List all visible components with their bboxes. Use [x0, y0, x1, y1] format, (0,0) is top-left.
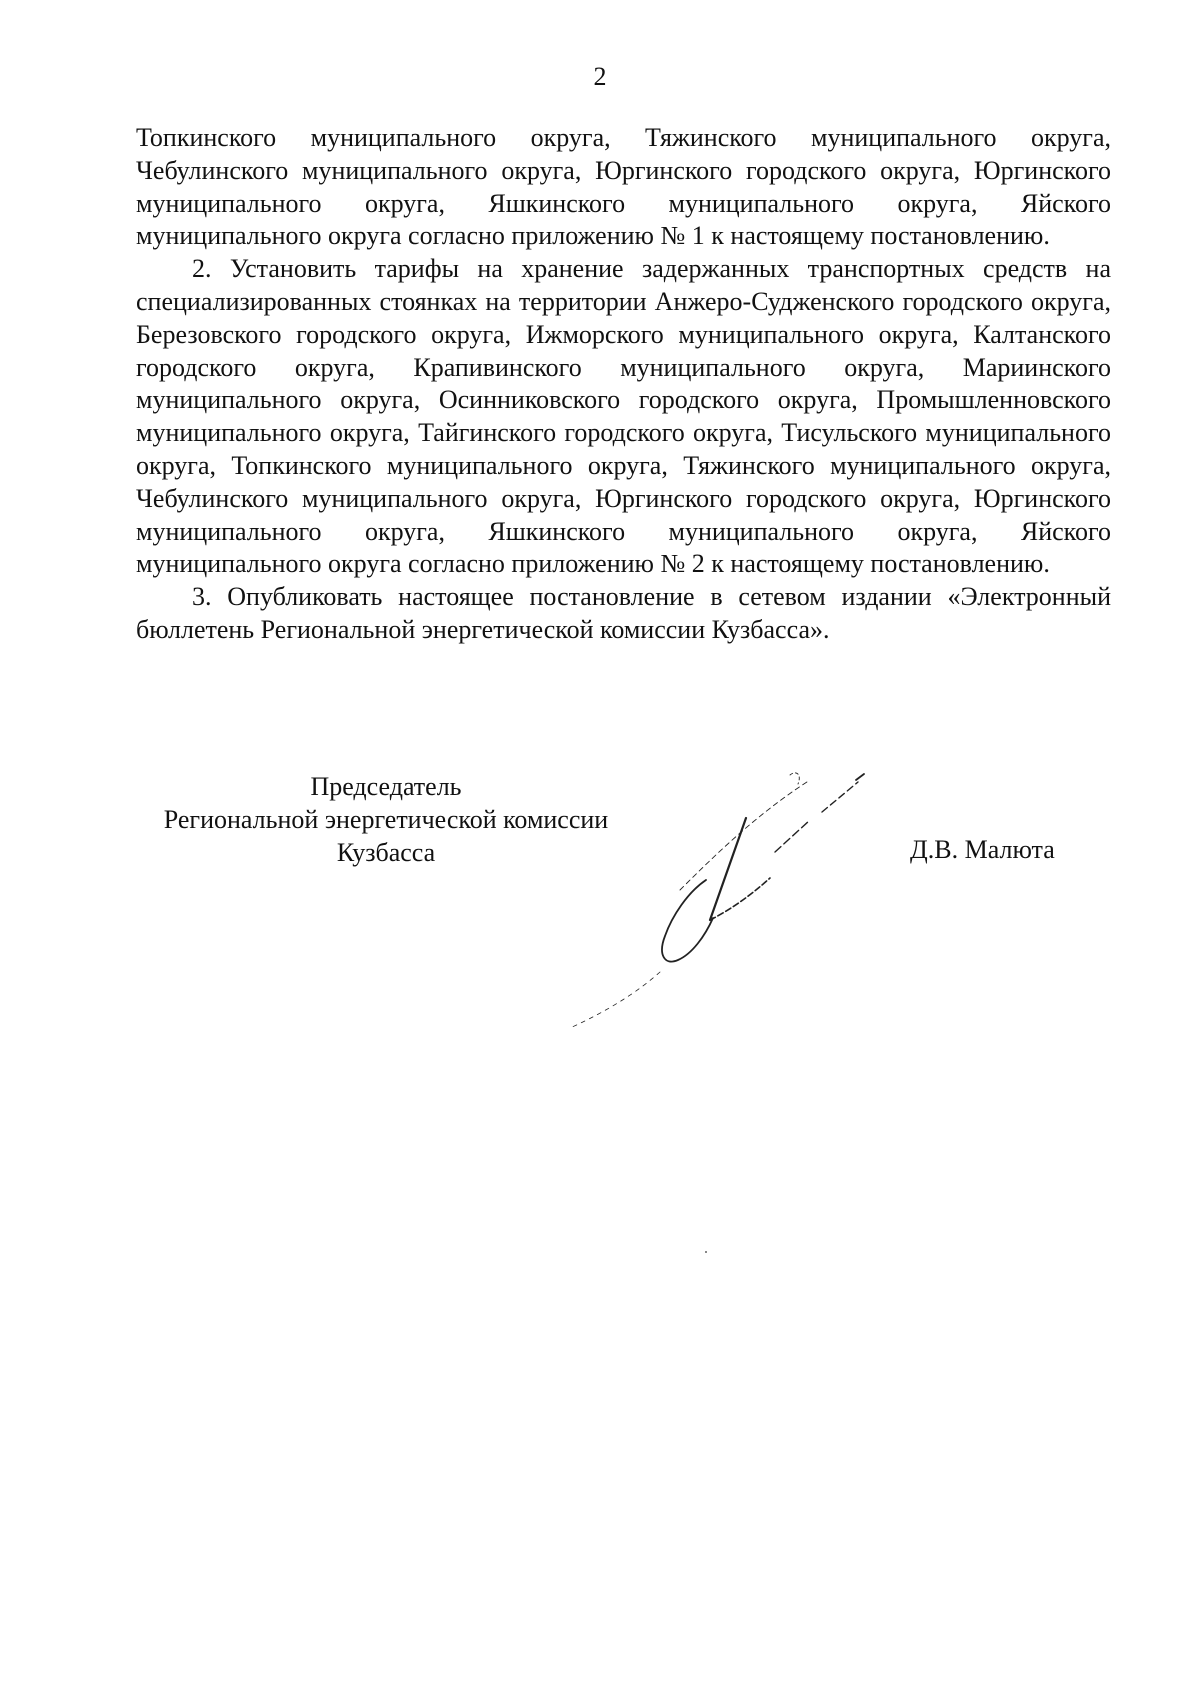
page-number: 2 [593, 62, 607, 91]
paragraph-item-2: 2. Установить тарифы на хранение задержанных транспортных средств на специализированных стоянках на территории Анжеро-Судженского городского округа, Березовского городского округа, Ижморского муниципального округа, Калтанского городского округа, Крапивинского муниципального округа, Мариинского муниципального округа, Осинниковского городского округа, Промышленновского муниципального округа, Тайгинского городского округа, Тисульского муниципального округа, Топкинского муниципального округа, Тяжинского муниципального округа, Чебулинского муниципального округа, Юргинского городского округа, Юргинского муниципального округа, Яшкинского муниципального округа, Яйского муниципального округа согласно приложению № 2 к настоящему постановлению. [136, 254, 1111, 579]
signatory-title-line-2: Региональной энергетической комиссии [163, 805, 609, 834]
scan-speck [705, 1251, 707, 1253]
signatory-title-line-1: Председатель [310, 772, 462, 801]
signatory-title-line-3: Кузбасса [336, 838, 436, 867]
paragraph-item-3: 3. Опубликовать настоящее постановление в сетевом издании «Электронный бюллетень Региональной энергетической комиссии Кузбасса». [136, 582, 1111, 644]
paragraph-continuation: Топкинского муниципального округа, Тяжинского муниципального округа, Чебулинского муниципального округа, Юргинского городского округа, Юргинского муниципального округа, Яшкинского муниципального округа, Яйского муниципального округа согласно приложению № 1 к настоящему постановлению. [136, 123, 1111, 251]
document-body [136, 122, 1111, 647]
handwritten-signature [560, 740, 940, 1040]
signatory-name: Д.В. Малюта [910, 835, 1055, 864]
